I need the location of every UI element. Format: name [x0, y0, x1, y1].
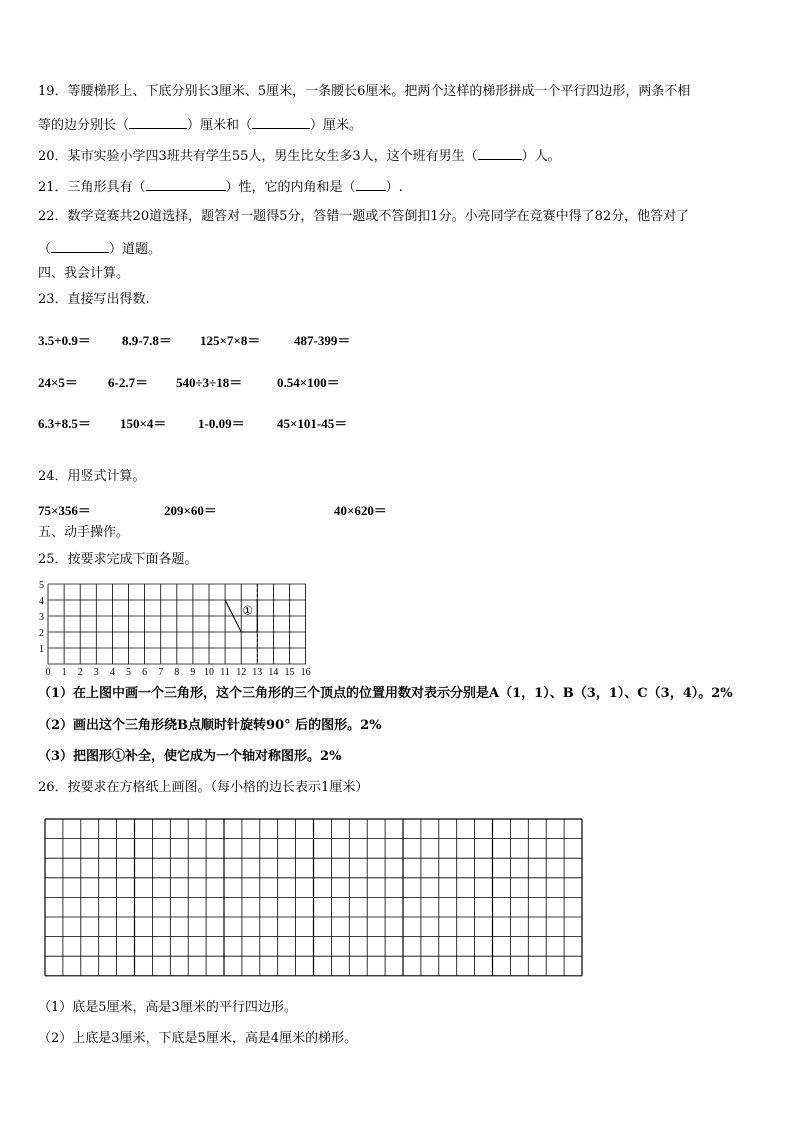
- vertical-calc-item: 209×60＝: [164, 503, 217, 518]
- q26-sub1: （1）底是5厘米，高是3厘米的平行四边形。: [38, 1000, 297, 1015]
- calc-item: 24×5＝: [38, 375, 78, 390]
- section-5-heading: 五、动手操作。: [38, 525, 130, 540]
- calc-item: 45×101-45＝: [277, 416, 348, 431]
- calc-item: 0.54×100＝: [277, 375, 340, 390]
- q21-blank-2[interactable]: [356, 178, 386, 191]
- q22-blank[interactable]: [51, 240, 109, 253]
- coordinate-grid[interactable]: [36, 576, 336, 676]
- x-tick-label: 9: [190, 667, 196, 676]
- vertical-calc-item: 75×356＝: [38, 503, 91, 518]
- calc-item: 6.3+8.5＝: [38, 416, 91, 431]
- calc-item: 540÷3÷18＝: [176, 375, 243, 390]
- q20: 20．某市实验小学四3班共有学生55人，男生比女生多3人，这个班有男生（ ）人。: [38, 149, 561, 164]
- calc-item: 1-0.09＝: [198, 416, 245, 431]
- x-tick-label: 12: [236, 667, 247, 676]
- q25-sub1: （1）在上图中画一个三角形，这个三角形的三个顶点的位置用数对表示分别是A（1，1）、B（3，1）、C（3，4）。2%: [38, 686, 733, 701]
- q19-blank-1[interactable]: [129, 116, 187, 129]
- square-grid-paper[interactable]: [44, 818, 584, 978]
- vertical-calc-item: 40×620＝: [334, 503, 387, 518]
- x-tick-label: 3: [93, 667, 99, 676]
- x-tick-label: 13: [252, 667, 263, 676]
- x-tick-label: 1: [61, 667, 67, 676]
- q20-blank[interactable]: [478, 147, 522, 160]
- x-tick-label: 6: [142, 667, 148, 676]
- calc-item: 6-2.7＝: [108, 375, 149, 390]
- x-tick-label: 7: [158, 667, 164, 676]
- y-tick-label: 3: [39, 612, 44, 623]
- calc-item: 125×7×8＝: [200, 333, 261, 348]
- q21: 21．三角形具有（ ）性，它的内角和是（ ）.: [38, 180, 403, 195]
- x-tick-label: 5: [126, 667, 131, 676]
- q23-title: 23．直接写出得数.: [38, 292, 150, 307]
- y-tick-label: 1: [39, 644, 44, 655]
- q21-blank-1[interactable]: [146, 178, 226, 191]
- x-tick-label: 2: [77, 667, 83, 676]
- q22-line2: （ ）道题。: [38, 242, 162, 257]
- calc-item: 3.5+0.9＝: [38, 333, 91, 348]
- x-tick-label: 16: [300, 667, 311, 676]
- q22-line1: 22．数学竞赛共20道选择，题答对一题得5分，答错一题或不答倒扣1分。小亮同学在竞赛中得了82分，他答对了: [38, 209, 690, 224]
- q19-line1: 19．等腰梯形上、下底分别长3厘米、5厘米，一条腰长6厘米。把两个这样的梯形拼成一个平行四边形，两条不相: [38, 84, 691, 99]
- q26-sub2: （2）上底是3厘米，下底是5厘米，高是4厘米的梯形。: [38, 1031, 358, 1046]
- q19-line2: 等的边分别长（ ）厘米和（ ）厘米。: [38, 118, 363, 133]
- x-tick-label: 8: [174, 667, 180, 676]
- calc-item: 487-399＝: [294, 333, 351, 348]
- shape-1-label: ①: [242, 603, 254, 618]
- q26-title: 26．按要求在方格纸上画图。（每小格的边长表示1厘米）: [38, 780, 369, 795]
- q25-sub2: （2）画出这个三角形绕B点顺时针旋转90° 后的图形。2%: [38, 718, 382, 733]
- q25-title: 25．按要求完成下面各题。: [38, 552, 198, 567]
- x-tick-label: 0: [45, 667, 51, 676]
- calc-item: 150×4＝: [120, 416, 167, 431]
- y-tick-label: 5: [39, 580, 44, 591]
- section-4-heading: 四、我会计算。: [38, 266, 130, 281]
- calc-item: 8.9-7.8＝: [122, 333, 172, 348]
- x-tick-label: 4: [109, 667, 115, 676]
- q25-sub3: （3）把图形①补全，使它成为一个轴对称图形。2%: [38, 749, 342, 764]
- q19-blank-2[interactable]: [252, 116, 310, 129]
- y-tick-label: 4: [39, 596, 44, 607]
- x-tick-label: 10: [204, 667, 214, 676]
- x-tick-label: 11: [220, 667, 230, 676]
- q24-title: 24．用竖式计算。: [38, 469, 146, 484]
- x-tick-label: 15: [284, 667, 295, 676]
- y-tick-label: 2: [39, 628, 44, 639]
- x-tick-label: 14: [268, 667, 279, 676]
